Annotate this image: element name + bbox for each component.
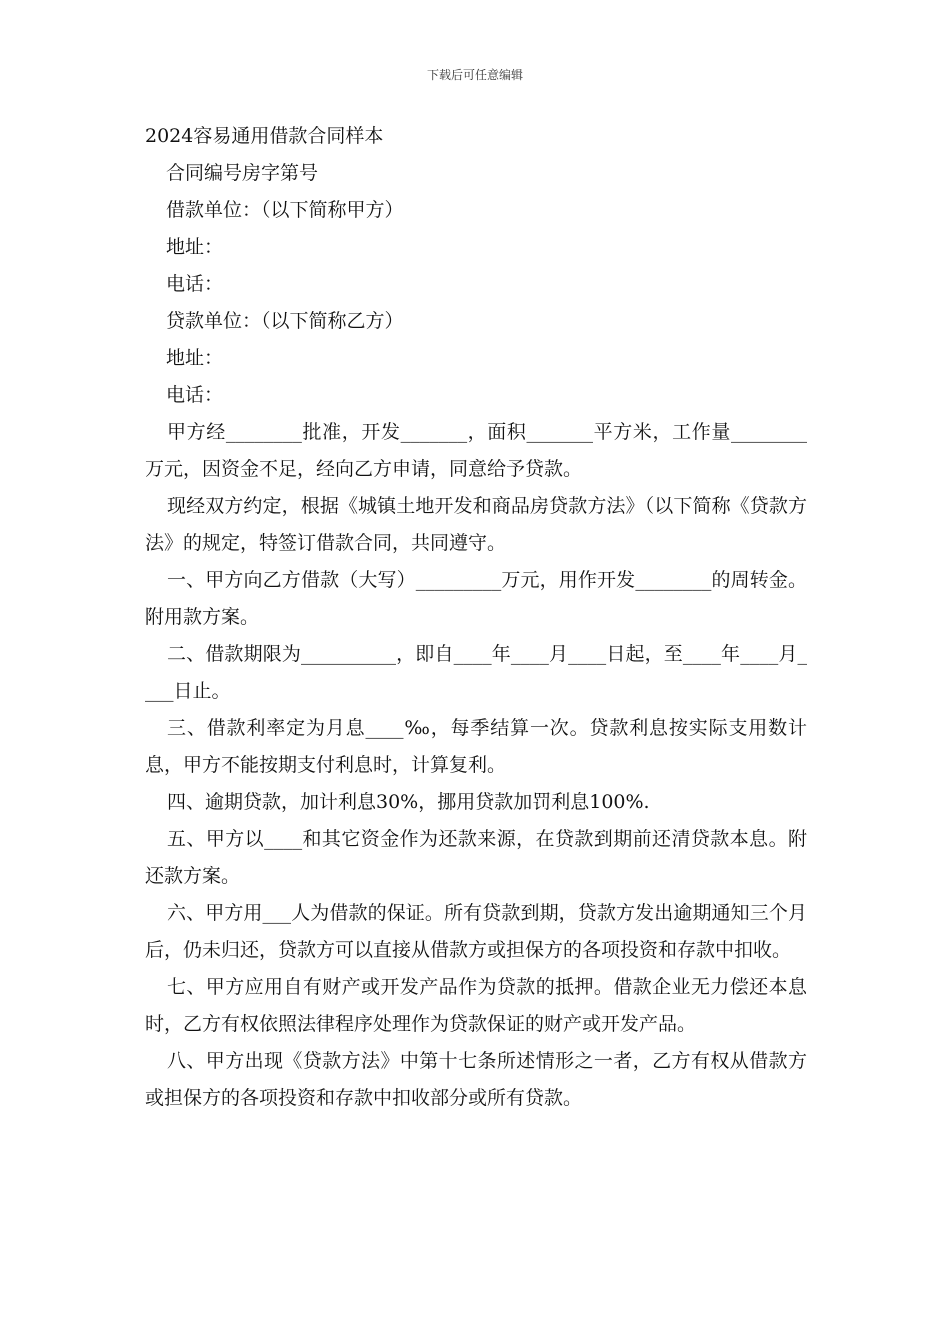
document-body xyxy=(145,118,807,1117)
lender-phone: 电话： xyxy=(166,384,224,406)
clause-4: 四、逾期贷款，加计利息30%，挪用贷款加罚利息100%. xyxy=(167,791,650,813)
borrower-address: 地址： xyxy=(166,236,224,258)
clause-3: 三、借款利率定为月息____‰，每季结算一次。贷款利息按实际支用数计息，甲方不能按期支付利息时，计算复利。 xyxy=(145,717,807,776)
paragraph-approval: 甲方经________批准，开发_______，面积_______平方米，工作量________万元，因资金不足，经向乙方申请，同意给予贷款。 xyxy=(145,421,807,480)
clause-7: 七、甲方应用自有财产或开发产品作为贷款的抵押。借款企业无力偿还本息时，乙方有权依照法律程序处理作为贷款保证的财产或开发产品。 xyxy=(145,976,807,1035)
clause-5: 五、甲方以____和其它资金作为还款来源，在贷款到期前还清贷款本息。附还款方案。 xyxy=(145,828,807,887)
lender-unit: 贷款单位：（以下简称乙方） xyxy=(166,310,404,332)
clause-1: 一、甲方向乙方借款（大写）_________万元，用作开发________的周转金。附用款方案。 xyxy=(145,569,807,628)
header-note: 下载后可任意编辑 xyxy=(426,68,523,82)
clause-6: 六、甲方用___人为借款的保证。所有贷款到期，贷款方发出逾期通知三个月后，仍未归还，贷款方可以直接从借款方或担保方的各项投资和存款中扣收。 xyxy=(145,902,807,961)
document-title: 2024容易通用借款合同样本 xyxy=(145,125,384,147)
paragraph-agreement: 现经双方约定，根据《城镇土地开发和商品房贷款方法》（以下简称《贷款方法》的规定，特签订借款合同，共同遵守。 xyxy=(145,495,807,554)
borrower-phone: 电话： xyxy=(166,273,224,295)
clause-2: 二、借款期限为__________，即自____年____月____日起，至____年____月____日止。 xyxy=(145,643,807,702)
clause-8: 八、甲方出现《贷款方法》中第十七条所述情形之一者，乙方有权从借款方或担保方的各项投资和存款中扣收部分或所有贷款。 xyxy=(145,1050,807,1109)
lender-address: 地址： xyxy=(166,347,224,369)
borrower-unit: 借款单位：（以下简称甲方） xyxy=(166,199,404,221)
contract-number: 合同编号房字第号 xyxy=(166,162,319,184)
